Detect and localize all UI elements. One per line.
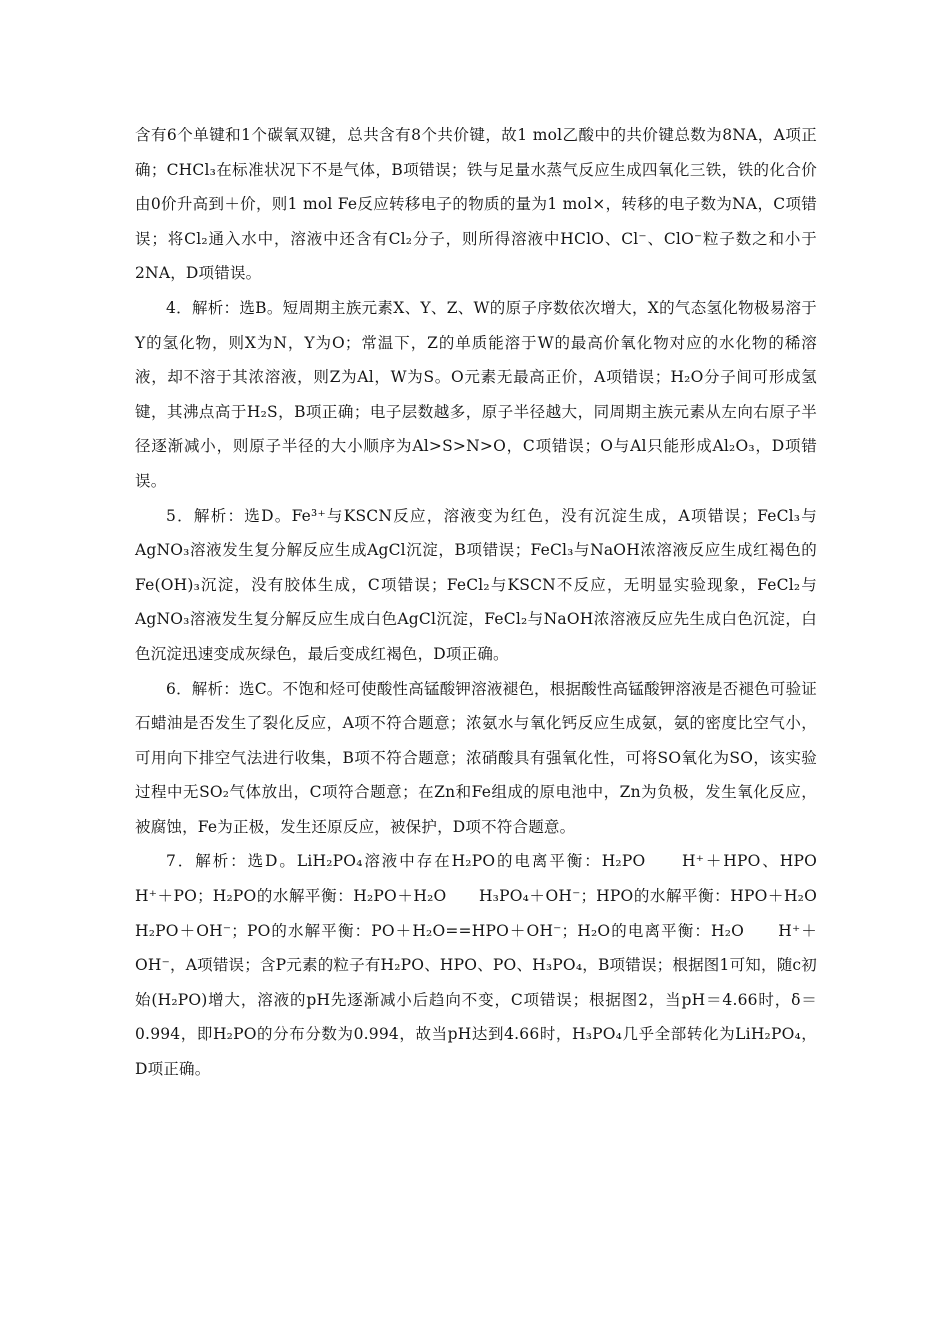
paragraph-answer-5: 5．解析：选D。Fe³⁺与KSCN反应，溶液变为红色，没有沉淀生成，A项错误；FeCl₃与AgNO₃溶液发生复分解反应生成AgCl沉淀，B项错误；FeCl₃与NaOH浓溶液反应生成红褐色的Fe(OH)₃沉淀，没有胶体生成，C项错误；FeCl₂与KSCN不反应，无明显实验现象，FeCl₂与AgNO₃溶液发生复分解反应生成白色AgCl沉淀，FeCl₂与NaOH浓溶液反应先生成白色沉淀，白色沉淀迅速变成灰绿色，最后变成红褐色，D项正确。: [135, 506, 817, 663]
paragraph-answer-4: 4．解析：选B。短周期主族元素X、Y、Z、W的原子序数依次增大，X的气态氢化物极易溶于Y的氢化物，则X为N，Y为O；常温下，Z的单质能溶于W的最高价氧化物对应的水化物的稀溶液，却不溶于其浓溶液，则Z为Al，W为S。O元素无最高正价，A项错误；H₂O分子间可形成氢键，其沸点高于H₂S，B项正确；电子层数越多，原子半径越大，同周期主族元素从左向右原子半径逐渐减小，则原子半径的大小顺序为Al>S>N>O，C项错误；O与Al只能形成Al₂O₃，D项错误。: [135, 298, 817, 490]
paragraph-continued: 含有6个单键和1个碳氧双键，总共含有8个共价键，故1 mol乙酸中的共价键总数为8NA，A项正确；CHCl₃在标准状况下不是气体，B项错误；铁与足量水蒸气反应生成四氧化三铁，铁的化合价由0价升高到＋价，则1 mol Fe反应转移电子的物质的量为1 mol×，转移的电子数为NA，C项错误；将Cl₂通入水中，溶液中还含有Cl₂分子，则所得溶液中HClO、Cl⁻、ClO⁻粒子数之和小于2NA，D项错误。: [135, 126, 817, 283]
paragraph-answer-7: 7．解析：选D。LiH₂PO₄溶液中存在H₂PO的电离平衡：H₂PO H⁺＋HPO、HPO H⁺＋PO；H₂PO的水解平衡：H₂PO＋H₂O H₃PO₄＋OH⁻；HPO的水解平衡：HPO＋H₂O H₂PO＋OH⁻；PO的水解平衡：PO＋H₂O==HPO＋OH⁻；H₂O的电离平衡：H₂O H⁺＋OH⁻，A项错误；含P元素的粒子有H₂PO、HPO、PO、H₃PO₄，B项错误；根据图1可知，随c初始(H₂PO)增大，溶液的pH先逐渐减小后趋向不变，C项错误；根据图2，当pH＝4.66时，δ＝0.994，即H₂PO的分布分数为0.994，故当pH达到4.66时，H₃PO₄几乎全部转化为LiH₂PO₄，D项正确。: [135, 852, 849, 1079]
answer-text-body: [135, 118, 849, 1087]
paragraph-answer-6: 6．解析：选C。不饱和烃可使酸性高锰酸钾溶液褪色，根据酸性高锰酸钾溶液是否褪色可验证石蜡油是否发生了裂化反应，A项不符合题意；浓氨水与氧化钙反应生成氨，氨的密度比空气小，可用向下排空气法进行收集，B项不符合题意；浓硝酸具有强氧化性，可将SO氧化为SO，该实验过程中无SO₂气体放出，C项符合题意；在Zn和Fe组成的原电池中，Zn为负极，发生氧化反应，被腐蚀，Fe为正极，发生还原反应，被保护，D项不符合题意。: [135, 679, 817, 836]
